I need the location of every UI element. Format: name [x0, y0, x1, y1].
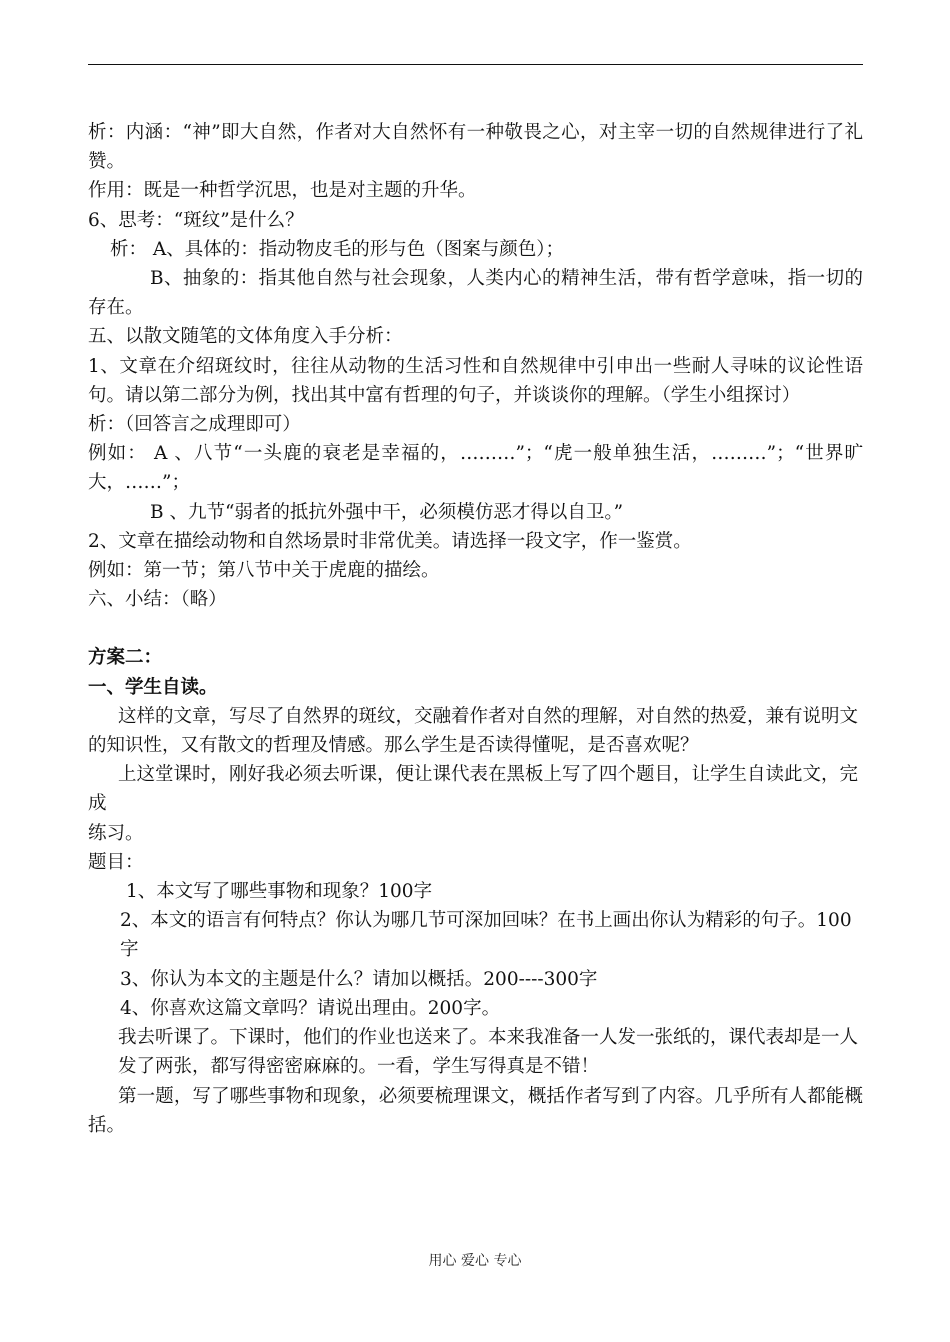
section-5-heading: 五、以散文随笔的文体角度入手分析：	[88, 326, 403, 348]
analysis-function: 作用：既是一种哲学沉思，也是对主题的升华。	[88, 180, 477, 202]
topic-4: 4、你喜欢这篇文章吗？请说出理由。200字。	[120, 997, 501, 1019]
document-body	[88, 118, 863, 1140]
plan-2-title: 方案二：	[88, 647, 163, 669]
plan-2-para-1a: 这样的文章，写尽了自然界的斑纹，交融着作者对自然的理解，对自然的热爱，兼有说明文	[118, 705, 859, 727]
analysis-b-abstract: B、抽象的：指其他自然与社会现象，人类内心的精神生活，带有哲学意味，指一切的存在。	[88, 268, 863, 319]
example-descriptions: 例如：第一节；第八节中关于虎鹿的描绘。	[88, 560, 440, 582]
plan-2-para-2a: 上这堂课时，刚好我必须去听课，便让课代表在黑板上写了四个题目，让学生自读此文，完成	[88, 764, 859, 815]
plan-2-para-4: 第一题，写了哪些事物和现象，必须要梳理课文，概括作者写到了内容。几乎所有人都能概括。	[88, 1085, 863, 1136]
question-6: 6、思考：“斑纹”是什么？	[88, 209, 304, 231]
plan-2-section-1: 一、学生自读。	[88, 676, 218, 698]
section-6-summary: 六、小结：（略）	[88, 589, 227, 611]
spacer	[88, 614, 863, 643]
analysis-answer: 析：（回答言之成理即可）	[88, 414, 301, 436]
section-5-item-2: 2、文章在描绘动物和自然场景时非常优美。请选择一段文字，作一鉴赏。	[88, 530, 692, 552]
page-footer: 用心 爱心 专心	[428, 1253, 522, 1269]
topic-1: 1、本文写了哪些事物和现象？100字	[126, 881, 433, 903]
header-rule	[88, 64, 863, 65]
topics-label: 题目：	[88, 851, 144, 873]
example-b: B 、九节“弱者的抵抗外强中干，必须模仿恶才得以自卫。”	[150, 501, 624, 523]
section-5-item-1: 1、文章在介绍斑纹时，往往从动物的生活习性和自然规律中引申出一些耐人寻味的议论性语句。请以第二部分为例，找出其中富有哲理的句子，并谈谈你的理解。（学生小组探讨）	[88, 355, 863, 406]
plan-2-para-1b: 的知识性，又有散文的哲理及情感。那么学生是否读得懂呢，是否喜欢呢？	[88, 735, 699, 757]
analysis-meaning: 析：内涵：“神”即大自然，作者对大自然怀有一种敬畏之心，对主宰一切的自然规律进行了礼赞。	[88, 122, 863, 173]
plan-2-para-2b: 练习。	[88, 822, 144, 844]
analysis-a-concrete: 析： A、具体的：指动物皮毛的形与色（图案与颜色）；	[110, 238, 564, 260]
example-a: 例如： A 、八节“一头鹿的衰老是幸福的，………”；“虎一般单独生活，………”；“世界旷大，……”；	[88, 443, 863, 494]
topic-2: 2、本文的语言有何特点？你认为哪几节可深加回味？在书上画出你认为精彩的句子。100字	[120, 910, 852, 961]
topic-3: 3、你认为本文的主题是什么？请加以概括。200----300字	[120, 968, 598, 990]
plan-2-para-3: 我去听课了。下课时，他们的作业也送来了。本来我准备一人发一张纸的，课代表却是一人发了两张，都写得密密麻麻的。一看，学生写得真是不错！	[118, 1027, 859, 1078]
